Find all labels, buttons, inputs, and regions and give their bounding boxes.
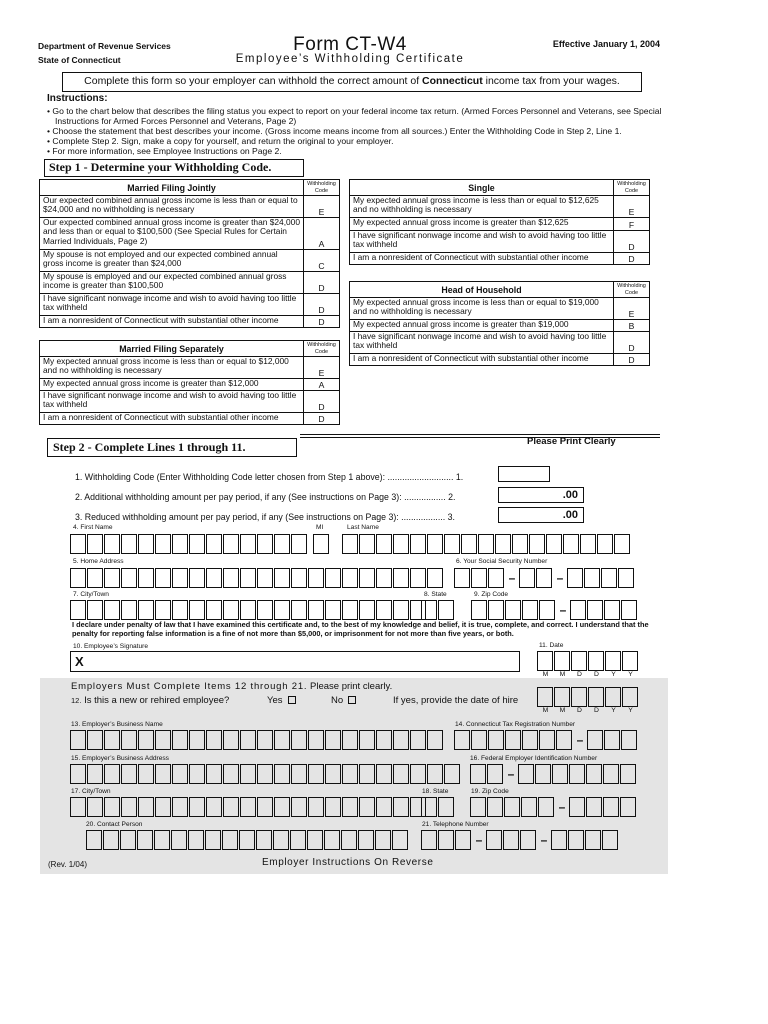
withholding-code: A	[304, 379, 340, 391]
instruction-item: • Choose the statement that best describes your income. (Gross income means income from all sources.) Enter the Withholding Code in Step 2, Line 1.	[47, 126, 622, 136]
withholding-code: E	[304, 196, 340, 218]
withholding-code: D	[304, 272, 340, 294]
employer-state-label: 18. State	[422, 788, 449, 795]
department-header	[38, 39, 171, 67]
business-address-label: 15. Employer’s Business Address	[71, 755, 169, 762]
new-employee-question: 12. Is this a new or rehired employee?	[71, 695, 230, 706]
city-label: 7. City/Town	[73, 591, 109, 598]
employer-instructions-note: Employer Instructions On Reverse	[262, 857, 434, 868]
business-address-field[interactable]	[70, 764, 461, 784]
withholding-code: D	[614, 253, 650, 265]
dash-separator: –	[508, 571, 516, 585]
form-title: Form CT-W4	[293, 34, 407, 55]
dash-separator: –	[556, 571, 564, 585]
fein-field[interactable]	[470, 764, 637, 784]
contact-person-label: 20. Contact Person	[86, 821, 143, 828]
table-row: My expected annual gross income is greater than $12,000	[40, 379, 304, 391]
hire-date-field[interactable]	[537, 687, 639, 707]
withholding-code: E	[614, 298, 650, 320]
married-separately-title: Married Filing Separately	[40, 341, 304, 357]
withholding-code: E	[614, 196, 650, 218]
ssn-field[interactable]	[454, 568, 635, 588]
table-row: I have significant nonwage income and wish to avoid having too little tax withheld	[350, 231, 614, 253]
fein-label: 16. Federal Employer Identification Number	[470, 755, 598, 762]
instructions-list	[47, 106, 677, 156]
home-address-field[interactable]	[70, 568, 444, 588]
additional-withholding-input[interactable]: .00	[498, 487, 584, 503]
hire-date-label: If yes, provide the date of hire	[393, 695, 519, 706]
married-jointly-table	[39, 179, 340, 328]
no-option[interactable]: No	[331, 695, 356, 706]
telephone-field[interactable]	[421, 830, 619, 850]
table-row: I am a nonresident of Connecticut with substantial other income	[350, 354, 614, 366]
line3-label: 3. Reduced withholding amount per pay period, if any (See instructions on Page 3): .................. 3.	[75, 512, 455, 522]
date-format-legend: M M D D Y Y	[542, 671, 633, 678]
employer-section-title: Employers Must Complete Items 12 through 21. Please print clearly.	[71, 681, 393, 692]
employer-city-field[interactable]	[70, 797, 427, 817]
date-label: 11. Date	[539, 642, 564, 649]
no-checkbox[interactable]	[348, 696, 356, 704]
zip-field[interactable]	[471, 600, 638, 620]
ct-registration-field[interactable]	[454, 730, 638, 750]
table-row: I am a nonresident of Connecticut with substantial other income	[350, 253, 614, 265]
single-table	[349, 179, 650, 265]
middle-initial-field[interactable]	[313, 534, 330, 554]
dash-separator: –	[559, 603, 567, 617]
intro-banner	[62, 72, 642, 92]
withholding-code: E	[304, 357, 340, 379]
table-row: My expected annual gross income is less than or equal to $12,000 and no withholding is necessary	[40, 357, 304, 379]
dash-separator: –	[576, 733, 584, 747]
instruction-item: • For more information, see Employee Instructions on Page 2.	[47, 146, 282, 156]
step1-title: Step 1 - Determine your Withholding Code.	[44, 159, 304, 177]
table-row: I have significant nonwage income and wish to avoid having too little tax withheld	[350, 332, 614, 354]
table-row: I have significant nonwage income and wish to avoid having too little tax withheld	[40, 294, 304, 316]
intro-text-after: income tax from your wages.	[482, 75, 620, 87]
withholding-code: D	[614, 231, 650, 253]
zip-label: 9. Zip Code	[474, 591, 509, 598]
print-clearly-note: Please Print Clearly	[527, 436, 616, 447]
first-name-field[interactable]	[70, 534, 308, 554]
table-row: My expected annual gross income is greater than $19,000	[350, 320, 614, 332]
employer-zip-label: 19. Zip Code	[471, 788, 509, 795]
contact-person-field[interactable]	[86, 830, 409, 850]
withholding-code: A	[304, 218, 340, 250]
yes-option[interactable]: Yes	[267, 695, 296, 706]
withholding-code: D	[304, 294, 340, 316]
withholding-code: C	[304, 250, 340, 272]
married-separately-table	[39, 340, 340, 425]
employer-zip-field[interactable]	[470, 797, 637, 817]
signature-mark: X	[75, 654, 84, 669]
withholding-code-header: Withholding Code	[614, 180, 650, 196]
ct-registration-label: 14. Connecticut Tax Registration Number	[455, 721, 576, 728]
yes-checkbox[interactable]	[288, 696, 296, 704]
step2-title: Step 2 - Complete Lines 1 through 11.	[47, 438, 297, 457]
instruction-item: • Complete Step 2. Sign, make a copy for yourself, and return the original to your employer.	[47, 136, 394, 146]
withholding-code: D	[304, 413, 340, 425]
intro-text-bold: Connecticut	[422, 75, 483, 87]
last-name-label: Last Name	[347, 524, 379, 531]
table-row: I am a nonresident of Connecticut with substantial other income	[40, 316, 304, 328]
business-name-field[interactable]	[70, 730, 444, 750]
withholding-code: D	[614, 354, 650, 366]
withholding-code-input[interactable]	[498, 466, 550, 482]
table-row: Our expected combined annual gross income is less than or equal to $24,000 and no withholding is necessary	[40, 196, 304, 218]
married-jointly-title: Married Filing Jointly	[40, 180, 304, 196]
signature-field[interactable]	[70, 651, 520, 672]
reduced-withholding-input[interactable]: .00	[498, 507, 584, 523]
department-name: Department of Revenue Services	[38, 41, 171, 51]
hire-date-format-legend: M M D D Y Y	[542, 707, 633, 714]
withholding-code: D	[614, 332, 650, 354]
state-field[interactable]	[421, 600, 455, 620]
line1-label: 1. Withholding Code (Enter Withholding Code letter chosen from Step 1 above): ........................... 1.	[75, 472, 464, 482]
city-field[interactable]	[70, 600, 427, 620]
table-row: I have significant nonwage income and wish to avoid having too little tax withheld	[40, 391, 304, 413]
dash-separator: –	[558, 800, 566, 814]
instruction-item: • Go to the chart below that describes the filing status you expect to report on your federal income tax return. (Armed Forces Personnel and Veterans, see Special Instructions for Armed Forces Personnel and Veterans, Page 2)	[47, 106, 662, 126]
table-row: My spouse is employed and our expected combined annual gross income is greater than $100,500	[40, 272, 304, 294]
date-field[interactable]	[537, 651, 639, 671]
declaration-text: I declare under penalty of law that I have examined this certificate and, to the best of my knowledge and belief, it is true, complete, and correct. I understand that the penalty for reporting false information is a fine of not more than $5,000, or imprisonment for not more than five years, or both.	[72, 620, 649, 638]
line2-label: 2. Additional withholding amount per pay period, if any (See instructions on Page 3): ................. 2.	[75, 492, 456, 502]
first-name-label: 4. First Name	[73, 524, 113, 531]
head-of-household-table	[349, 281, 650, 366]
home-address-label: 5. Home Address	[73, 558, 124, 565]
withholding-code-header: Withholding Code	[614, 282, 650, 298]
ssn-label: 6. Your Social Security Number	[456, 558, 548, 565]
withholding-code-header: Withholding Code	[304, 341, 340, 357]
section-divider	[300, 434, 660, 435]
table-row: My spouse is not employed and our expected combined annual gross income is greater than $24,000	[40, 250, 304, 272]
effective-date: Effective January 1, 2004	[552, 39, 660, 49]
form-subtitle: Employee’s Withholding Certificate	[235, 53, 465, 65]
dash-separator: –	[540, 833, 548, 847]
table-row: My expected annual gross income is less than or equal to $19,000 and no withholding is necessary	[350, 298, 614, 320]
withholding-code: B	[614, 320, 650, 332]
employer-state-field[interactable]	[421, 797, 455, 817]
state-name: State of Connecticut	[38, 55, 121, 65]
table-row: I am a nonresident of Connecticut with substantial other income	[40, 413, 304, 425]
intro-text-before: Complete this form so your employer can withhold the correct amount of	[84, 75, 423, 87]
table-row: Our expected combined annual gross income is greater than $24,000 and less than or equal to $100,500 (See Special Rules for Certain Married Individuals, Page 2)	[40, 218, 304, 250]
instructions-heading: Instructions:	[47, 93, 108, 104]
mi-label: MI	[316, 524, 324, 531]
head-of-household-title: Head of Household	[350, 282, 614, 298]
last-name-field[interactable]	[342, 534, 631, 554]
telephone-label: 21. Telephone Number	[422, 821, 489, 828]
withholding-code-header: Withholding Code	[304, 180, 340, 196]
employer-city-label: 17. City/Town	[71, 788, 111, 795]
state-label: 8. State	[424, 591, 447, 598]
business-name-label: 13. Employer’s Business Name	[71, 721, 163, 728]
table-row: My expected annual gross income is greater than $12,625	[350, 218, 614, 231]
dash-separator: –	[475, 833, 483, 847]
dash-separator: –	[507, 767, 515, 781]
single-title: Single	[350, 180, 614, 196]
revision-note: (Rev. 1/04)	[48, 860, 87, 869]
signature-label: 10. Employee’s Signature	[73, 643, 149, 650]
withholding-code: D	[304, 391, 340, 413]
table-row: My expected annual gross income is less than or equal to $12,625 and no withholding is necessary	[350, 196, 614, 218]
withholding-code: F	[614, 218, 650, 231]
withholding-code: D	[304, 316, 340, 328]
